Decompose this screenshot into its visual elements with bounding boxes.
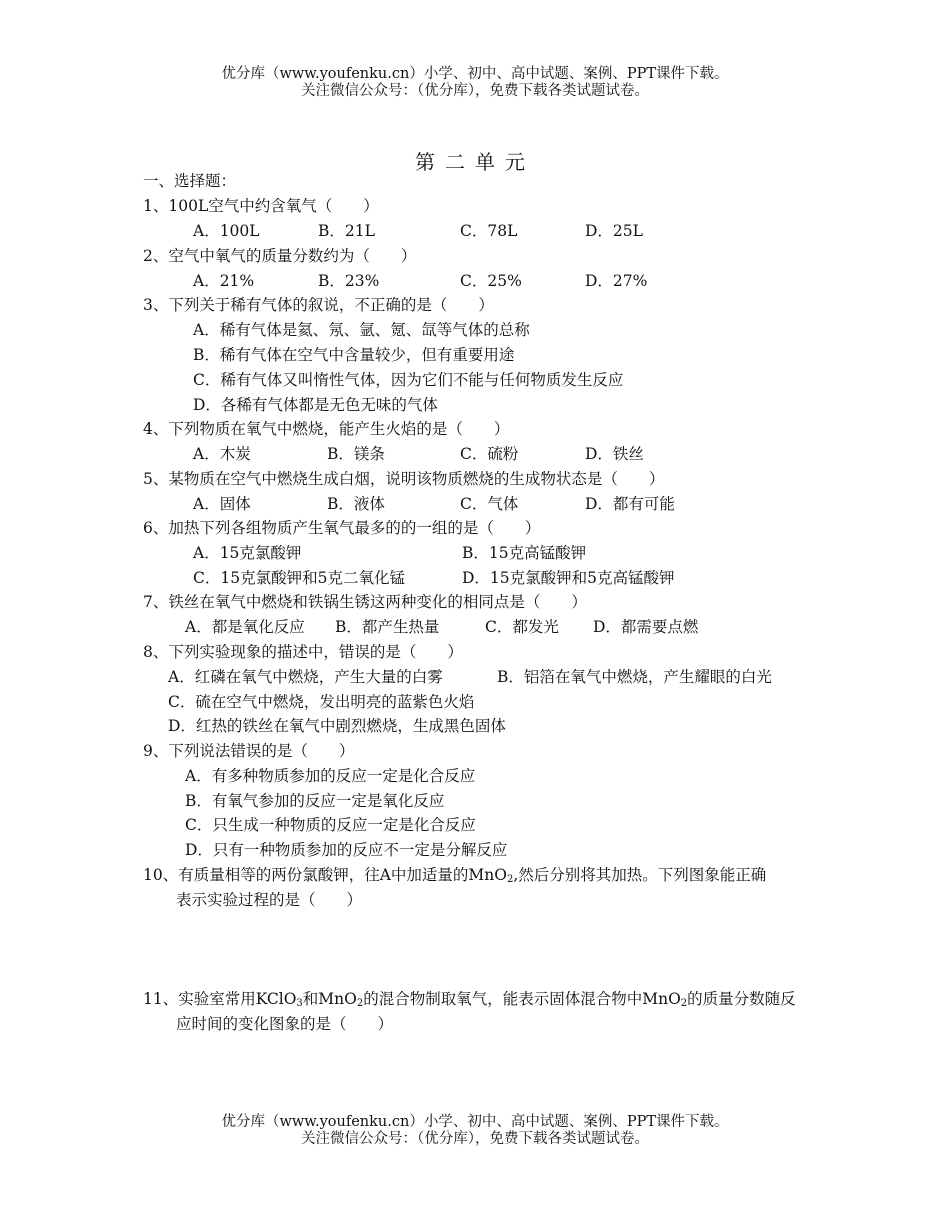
q1-option-d: D．25L <box>585 222 643 240</box>
q8-option-a: A．红磷在氧气中燃烧，产生大量的白雾 <box>168 668 443 686</box>
q3-option-a: A．稀有气体是氦、氖、氩、氪、氙等气体的总称 <box>193 321 530 339</box>
q5-stem: 5、某物质在空气中燃烧生成白烟，说明该物质燃烧的生成物状态是（ ） <box>143 470 665 488</box>
q11-sub-2: 2 <box>356 998 364 1009</box>
q5-option-c: C．气体 <box>460 495 519 513</box>
q9-option-c: C．只生成一种物质的反应一定是化合反应 <box>185 816 476 834</box>
header-line-1: 优分库（www.youfenku.cn）小学、初中、高中试题、案例、PPT课件下载。 <box>221 66 729 82</box>
q1-stem: 1、100L空气中约含氧气（ ） <box>143 197 379 215</box>
q2-option-d: D．27% <box>585 272 648 290</box>
unit-title: 第二单元 <box>415 150 535 174</box>
header-line-2: 关注微信公众号：（优分库），免费下载各类试题试卷。 <box>301 83 649 99</box>
q4-option-a: A．木炭 <box>193 445 251 463</box>
q11-stem <box>143 989 796 1014</box>
q6-option-d: D．15克氯酸钾和5克高锰酸钾 <box>462 569 675 587</box>
q7-option-b: B．都产生热量 <box>335 618 440 636</box>
q7-stem: 7、铁丝在氧气中燃烧和铁锅生锈这两种变化的相同点是（ ） <box>143 593 587 611</box>
q11-part-2: 和MnO <box>302 990 357 1008</box>
q5-option-b: B．液体 <box>327 495 385 513</box>
q6-option-b: B．15克高锰酸钾 <box>462 544 587 562</box>
q9-stem: 9、下列说法错误的是（ ） <box>143 742 355 760</box>
q1-option-b: B．21L <box>318 222 375 240</box>
q10-stem-post: ,然后分别将其加热。下列图象能正确 <box>513 866 767 884</box>
q6-stem: 6、加热下列各组物质产生氧气最多的的一组的是（ ） <box>143 519 541 537</box>
q5-option-d: D．都有可能 <box>585 495 675 513</box>
footer-line-1: 优分库（www.youfenku.cn）小学、初中、高中试题、案例、PPT课件下载。 <box>221 1114 729 1130</box>
page-footer <box>0 1114 950 1148</box>
q7-option-d: D．都需要点燃 <box>593 618 699 636</box>
q5-option-a: A．固体 <box>193 495 251 513</box>
q7-option-a: A．都是氧化反应 <box>185 618 305 636</box>
q6-option-a: A．15克氯酸钾 <box>193 544 302 562</box>
q1-option-a: A．100L <box>193 222 260 240</box>
q4-stem: 4、下列物质在氧气中燃烧，能产生火焰的是（ ） <box>143 420 510 438</box>
q11-sub-3: 2 <box>680 998 688 1009</box>
page-header <box>0 66 950 100</box>
q8-option-d: D．红热的铁丝在氧气中剧烈燃烧，生成黑色固体 <box>168 717 506 735</box>
q2-option-c: C．25% <box>460 272 522 290</box>
q1-option-c: C．78L <box>460 222 518 240</box>
q7-option-c: C．都发光 <box>485 618 559 636</box>
q3-option-c: C．稀有气体又叫惰性气体，因为它们不能与任何物质发生反应 <box>193 371 624 389</box>
q2-option-a: A．21% <box>193 272 255 290</box>
q10-stem-pre: 10、有质量相等的两份氯酸钾，往A中加适量的MnO <box>143 866 507 884</box>
q4-option-b: B．镁条 <box>327 445 385 463</box>
q9-option-b: B．有氧气参加的反应一定是氧化反应 <box>185 792 445 810</box>
q11-part-4: 的质量分数随反 <box>687 990 796 1008</box>
q3-option-b: B．稀有气体在空气中含量较少，但有重要用途 <box>193 346 515 364</box>
q8-stem: 8、下列实验现象的描述中，错误的是（ ） <box>143 643 463 661</box>
q8-option-b: B．铝箔在氧气中燃烧，产生耀眼的白光 <box>497 668 772 686</box>
q9-option-a: A．有多种物质参加的反应一定是化合反应 <box>185 767 476 785</box>
q10-subscript: 2 <box>506 874 514 885</box>
q10-stem <box>143 865 766 890</box>
q8-option-c: C．硫在空气中燃烧，发出明亮的蓝紫色火焰 <box>168 693 475 711</box>
q10-stem-line-2: 表示实验过程的是（ ） <box>176 891 363 909</box>
q3-option-d: D．各稀有气体都是无色无味的气体 <box>193 396 438 414</box>
q11-sub-1: 3 <box>296 998 303 1009</box>
q9-option-d: D．只有一种物质参加的反应不一定是分解反应 <box>185 841 508 859</box>
q2-option-b: B．23% <box>318 272 380 290</box>
q4-option-d: D．铁丝 <box>585 445 644 463</box>
q11-stem-line-2: 应时间的变化图象的是（ ） <box>176 1015 394 1033</box>
q2-stem: 2、空气中氧气的质量分数约为（ ） <box>143 247 417 265</box>
section-heading: 一、选择题： <box>143 172 237 190</box>
q4-option-c: C．硫粉 <box>460 445 519 463</box>
q6-option-c: C．15克氯酸钾和5克二氧化锰 <box>193 569 405 587</box>
q11-part-3: 的混合物制取氧气，能表示固体混合物中MnO <box>363 990 681 1008</box>
footer-line-2: 关注微信公众号：（优分库），免费下载各类试题试卷。 <box>301 1131 649 1147</box>
q3-stem: 3、下列关于稀有气体的叙说，不正确的是（ ） <box>143 296 494 314</box>
q11-part-1: 11、实验室常用KClO <box>143 990 297 1008</box>
